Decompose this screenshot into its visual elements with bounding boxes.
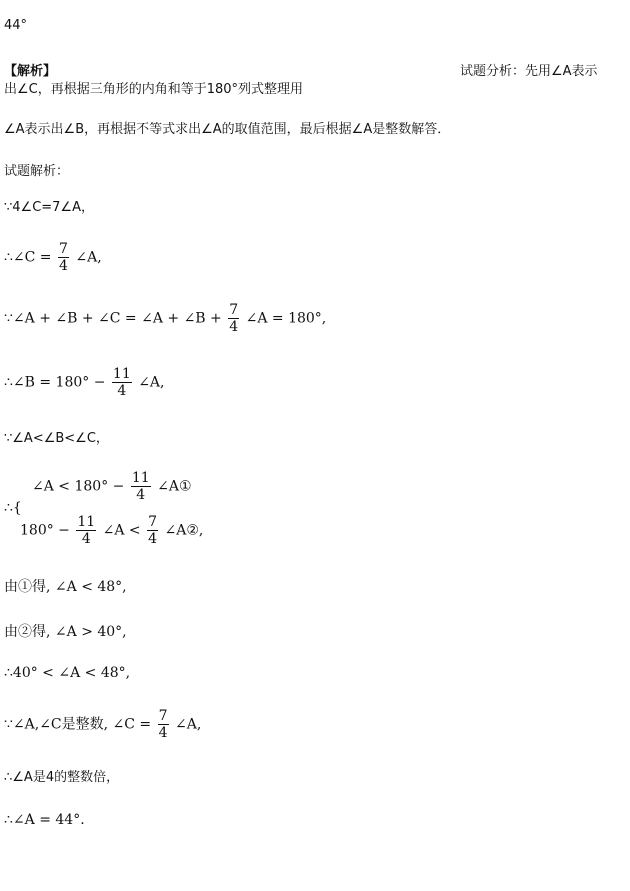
system-ineq-2 [20, 514, 203, 547]
sys1-fraction [131, 470, 151, 503]
step-2-den: 4 [58, 258, 68, 274]
step-4-num: 11 [112, 366, 131, 382]
sys2-den-1: 4 [81, 531, 91, 547]
step-10: ∴∠A是4的整数倍， [4, 770, 120, 785]
answer-text: 44° [4, 18, 28, 33]
analysis-intro: 试题分析：先用∠A表示 [460, 64, 598, 79]
sys2-mid: ∠A < [102, 522, 141, 539]
step-8: ∴40° < ∠A < 48°, [4, 665, 131, 681]
step-9-num: 7 [158, 708, 168, 724]
step-9-den: 4 [158, 725, 168, 741]
step-2-fraction [58, 241, 69, 274]
step-9 [4, 708, 201, 741]
analysis-line-2: 出∠C，再根据三角形的内角和等于180°列式整理用 [4, 82, 304, 97]
step-3-num: 7 [229, 302, 239, 318]
sys2-prefix: 180° − [20, 522, 70, 539]
analysis-header: 【解析】 [4, 64, 57, 79]
step-2-suffix: ∠A, [75, 249, 102, 266]
step-2-prefix: ∴∠C = [4, 249, 52, 266]
step-4-suffix: ∠A, [138, 374, 165, 391]
solution-header: 试题解析： [4, 164, 70, 179]
step-3-den: 4 [229, 319, 239, 335]
sys1-suffix: ∠A① [157, 478, 192, 495]
sys2-fraction-2 [147, 514, 158, 547]
step-2-num: 7 [58, 241, 68, 257]
step-3-prefix: ∵∠A + ∠B + ∠C = ∠A + ∠B + [4, 310, 222, 327]
step-9-fraction [158, 708, 169, 741]
step-1: ∵4∠C=7∠A， [4, 200, 94, 215]
step-3-fraction [228, 302, 239, 335]
step-2 [4, 241, 102, 274]
step-4 [4, 366, 165, 399]
step-3 [4, 302, 326, 335]
step-9-suffix: ∠A, [175, 716, 202, 733]
step-3-suffix: ∠A = 180°, [245, 310, 327, 327]
step-7: 由②得, ∠A > 40°, [4, 624, 127, 640]
system-therefore: ∴{ [4, 500, 22, 516]
sys2-suffix: ∠A②, [164, 522, 204, 539]
step-11: ∴∠A = 44°. [4, 812, 85, 828]
sys1-num: 11 [131, 470, 150, 486]
sys2-num-2: 7 [148, 514, 158, 530]
analysis-line-3: ∠A表示出∠B，再根据不等式求出∠A的取值范围，最后根据∠A是整数解答． [4, 122, 451, 137]
step-4-den: 4 [117, 383, 127, 399]
step-5: ∵∠A<∠B<∠C， [4, 431, 109, 446]
system-ineq-1 [32, 470, 192, 503]
sys2-num-1: 11 [77, 514, 96, 530]
step-4-fraction [112, 366, 132, 399]
step-4-prefix: ∴∠B = 180° − [4, 374, 106, 391]
sys2-fraction-1 [76, 514, 96, 547]
sys1-prefix: ∠A < 180° − [32, 478, 125, 495]
step-6: 由①得, ∠A < 48°, [4, 579, 127, 595]
step-9-prefix: ∵∠A,∠C是整数, ∠C = [4, 716, 152, 733]
sys2-den-2: 4 [148, 531, 158, 547]
sys1-den: 4 [136, 487, 146, 503]
